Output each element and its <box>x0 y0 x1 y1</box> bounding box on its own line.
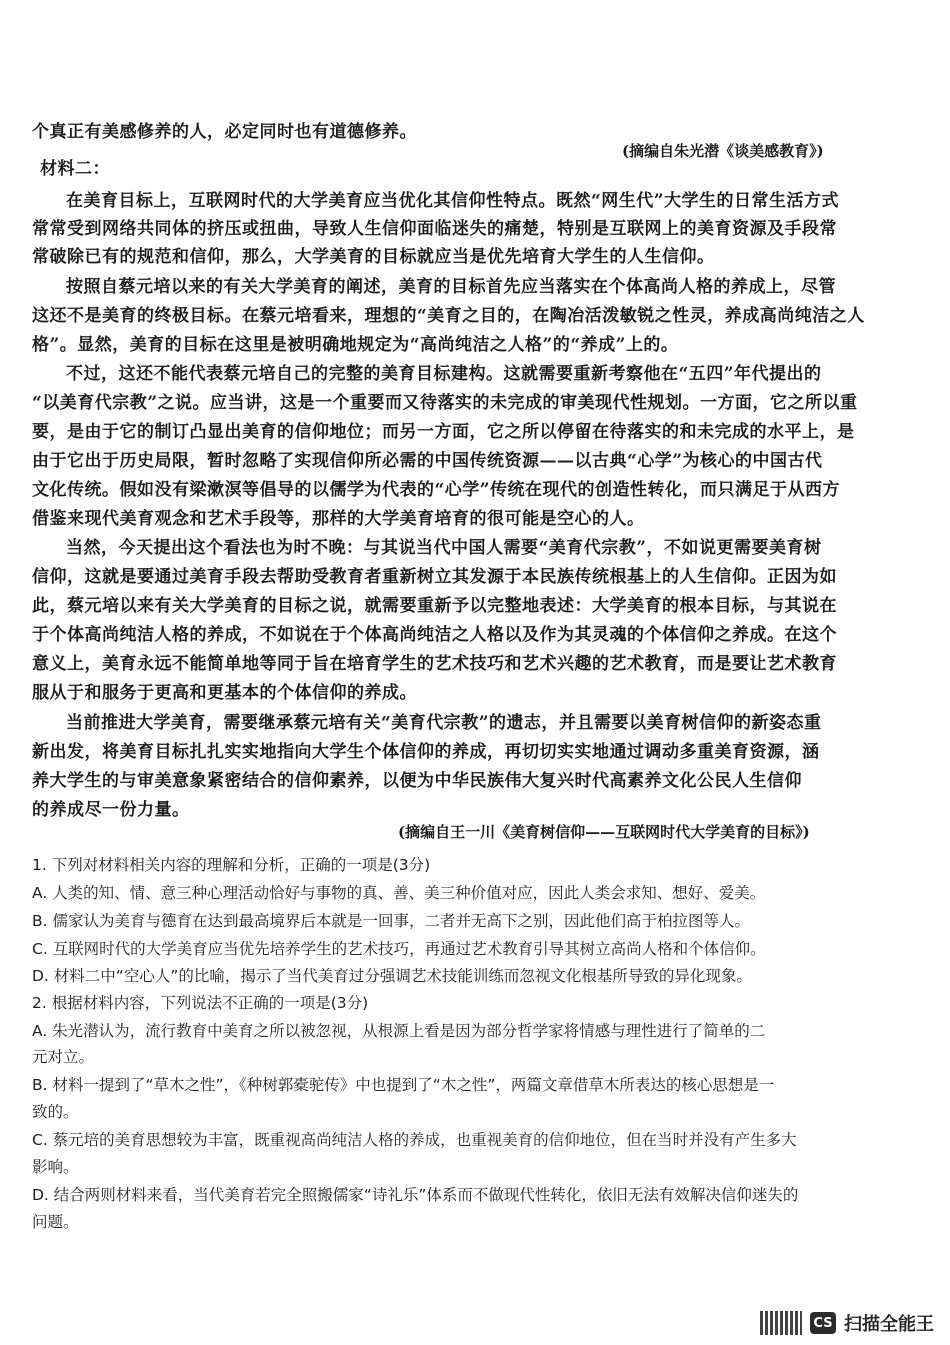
question-stem: 1. 下列对材料相关内容的理解和分析，正确的一项是(3分) <box>32 856 431 874</box>
text-line: 的养成尽一份力量。 <box>32 800 190 820</box>
question-stem: 2. 根据材料内容，下列说法不正确的一项是(3分) <box>32 994 369 1012</box>
text-line: 服从于和服务于更高和更基本的个体信仰的养成。 <box>32 683 417 703</box>
question-option-continuation: 影响。 <box>32 1158 79 1176</box>
text-line: 不过，这还不能代表蔡元培自己的完整的美育目标建构。这就需要重新考察他在“五四”年代提出的 <box>66 364 822 384</box>
text-line: 于个体高尚纯洁人格的养成，不如说在于个体高尚纯洁之人格以及作为其灵魂的个体信仰之养成。在这个 <box>32 625 837 645</box>
text-line: 在美育目标上，互联网时代的大学美育应当优化其信仰性特点。既然“网生代”大学生的日常生活方式 <box>66 191 840 211</box>
text-line: 信仰，这就是要通过美育手段去帮助受教育者重新树立其发源于本民族传统根基上的人生信仰。正因为如 <box>32 567 837 587</box>
text-line: 借鉴来现代美育观念和艺术手段等，那样的大学美育培育的很可能是空心的人。 <box>32 509 645 529</box>
question-option: A. 朱光潜认为，流行教育中美育之所以被忽视，从根源上看是因为部分哲学家将情感与理性进行了简单的二 <box>32 1022 766 1040</box>
text-line: 按照自蔡元培以来的有关大学美育的阐述，美育的目标首先应当落实在个体高尚人格的养成上，尽管 <box>66 277 836 297</box>
question-option: D. 结合两则材料来看，当代美育若完全照搬儒家“诗礼乐”体系而不做现代性转化，依旧无法有效解决信仰迷失的 <box>32 1186 799 1204</box>
text-line: 格”。显然，美育的目标在这里是被明确地规定为“高尚纯洁之人格”的“养成”上的。 <box>32 335 679 355</box>
text-line: 由于它出于历史局限，暂时忽略了实现信仰所必需的中国传统资源——以古典“心学”为核心的中国古代 <box>32 451 823 471</box>
question-option-continuation: 致的。 <box>32 1103 79 1121</box>
text-line: 常破除已有的规范和信仰，那么，大学美育的目标就应当是优先培育大学生的人生信仰。 <box>32 247 715 267</box>
camscanner-logo-icon: CS <box>810 1312 836 1334</box>
text-line: 新出发，将美育目标扎扎实实地指向大学生个体信仰的养成，再切切实实地通过调动多重美育资源，涵 <box>32 742 820 762</box>
text-line: 要，是由于它的制订凸显出美育的信仰地位；而另一方面，它之所以停留在待落实的和未完成的水平上，是 <box>32 422 855 442</box>
source-citation-2: (摘编自王一川《美育树信仰——互联网时代大学美育的目标》) <box>398 823 810 841</box>
qr-code-icon <box>760 1311 802 1335</box>
question-option: A. 人类的知、情、意三种心理活动恰好与事物的真、善、美三种价值对应，因此人类会求知、想好、爱美。 <box>32 884 766 902</box>
text-line: 这还不是美育的终极目标。在蔡元培看来，理想的“美育之目的，在陶冶活泼敏锐之性灵，养成高尚纯洁之人 <box>32 306 865 326</box>
text-line: “以美育代宗教”之说。应当讲，这是一个重要而又待落实的未完成的审美现代性规划。一方面，它之所以重 <box>32 393 858 413</box>
text-line: 常常受到网络共同体的挤压或扭曲，导致人生信仰面临迷失的痛楚，特别是互联网上的美育资源及手段常 <box>32 219 837 239</box>
question-option: D. 材料二中“空心人”的比喻，揭示了当代美育过分强调艺术技能训练而忽视文化根基所导致的异化现象。 <box>32 967 752 985</box>
text-line: 养大学生的与审美意象紧密结合的信仰素养，以便为中华民族伟大复兴时代高素养文化公民人生信仰 <box>32 771 802 791</box>
question-option: C. 蔡元培的美育思想较为丰富，既重视高尚纯洁人格的养成，也重视美育的信仰地位，但在当时并没有产生多大 <box>32 1131 797 1149</box>
question-option: B. 材料一提到了“草木之性”，《种树郭橐驼传》中也提到了“木之性”，两篇文章借草木所表达的核心思想是一 <box>32 1076 775 1094</box>
text-line: 个真正有美感修养的人，必定同时也有道德修养。 <box>32 122 417 142</box>
scanner-watermark <box>760 1308 950 1338</box>
text-line: 意义上，美育永远不能简单地等同于旨在培育学生的艺术技巧和艺术兴趣的艺术教育，而是要让艺术教育 <box>32 654 837 674</box>
text-line: 当然，今天提出这个看法也为时不晚：与其说当代中国人需要“美育代宗教”，不如说更需要美育树 <box>66 538 822 558</box>
scanner-label: 扫描全能王 <box>844 1314 934 1335</box>
section-heading: 材料二： <box>40 159 110 179</box>
text-line: 此，蔡元培以来有关大学美育的目标之说，就需要重新予以完整地表述：大学美育的根本目标，与其说在 <box>32 596 837 616</box>
question-option-continuation: 问题。 <box>32 1213 79 1231</box>
question-option: C. 互联网时代的大学美育应当优先培养学生的艺术技巧，再通过艺术教育引导其树立高尚人格和个体信仰。 <box>32 940 766 958</box>
question-option-continuation: 元对立。 <box>32 1048 95 1066</box>
source-citation-1: (摘编自朱光潜《谈美感教育》) <box>622 142 824 160</box>
question-option: B. 儒家认为美育与德育在达到最高境界后本就是一回事，二者并无高下之别，因此他们高于柏拉图等人。 <box>32 912 750 930</box>
text-line: 当前推进大学美育，需要继承蔡元培有关“美育代宗教”的遗志，并且需要以美育树信仰的新姿态重 <box>66 713 822 733</box>
text-line: 文化传统。假如没有梁漱溟等倡导的以儒学为代表的“心学”传统在现代的创造性转化，而只满足于从西方 <box>32 480 841 500</box>
